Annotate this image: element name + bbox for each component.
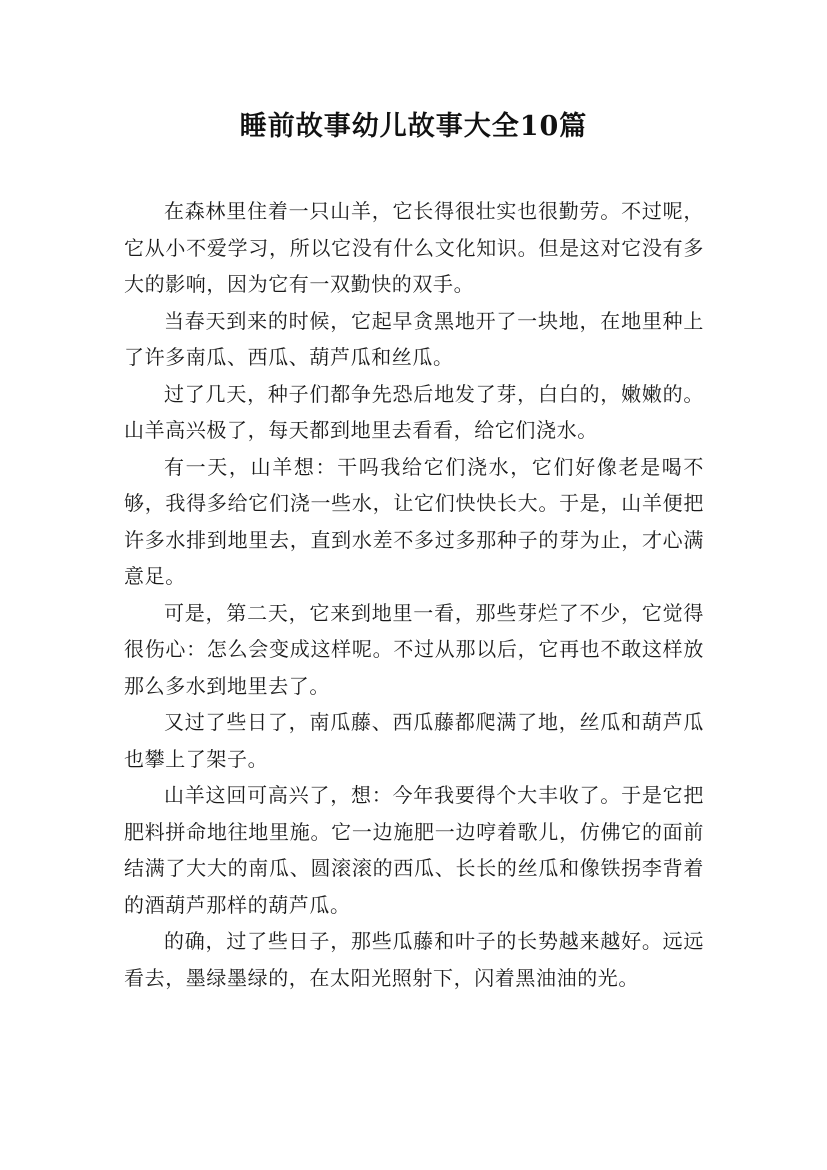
paragraph-2: 当春天到来的时候，它起早贪黑地开了一块地，在地里种上了许多南瓜、西瓜、葫芦瓜和丝瓜。 [124, 308, 704, 369]
paragraph-3: 过了几天，种子们都争先恐后地发了芽，白白的，嫩嫩的。山羊高兴极了，每天都到地里去看看，给它们浇水。 [124, 381, 704, 442]
paragraph-4: 有一天，山羊想：干吗我给它们浇水，它们好像老是喝不够，我得多给它们浇一些水，让它们快快长大。于是，山羊便把许多水排到地里去，直到水差不多过多那种子的芽为止，才心满意足。 [124, 454, 704, 588]
document-body [124, 193, 704, 996]
paragraph-7: 山羊这回可高兴了，想：今年我要得个大丰收了。于是它把肥料拼命地往地里施。它一边施肥一边哼着歌儿，仿佛它的面前结满了大大的南瓜、圆滚滚的西瓜、长长的丝瓜和像铁拐李背着的酒葫芦那样的葫芦瓜。 [124, 783, 704, 917]
paragraph-5: 可是，第二天，它来到地里一看，那些芽烂了不少，它觉得很伤心：怎么会变成这样呢。不过从那以后，它再也不敢这样放那么多水到地里去了。 [124, 600, 704, 698]
paragraph-1: 在森林里住着一只山羊，它长得很壮实也很勤劳。不过呢，它从小不爱学习，所以它没有什么文化知识。但是这对它没有多大的影响，因为它有一双勤快的双手。 [124, 199, 704, 296]
document-title: 睡前故事幼儿故事大全10篇 [239, 111, 588, 142]
paragraph-6: 又过了些日了，南瓜藤、西瓜藤都爬满了地，丝瓜和葫芦瓜也攀上了架子。 [124, 710, 704, 771]
paragraph-8: 的确，过了些日子，那些瓜藤和叶子的长势越来越好。远远看去，墨绿墨绿的，在太阳光照射下，闪着黑油油的光。 [124, 929, 704, 990]
